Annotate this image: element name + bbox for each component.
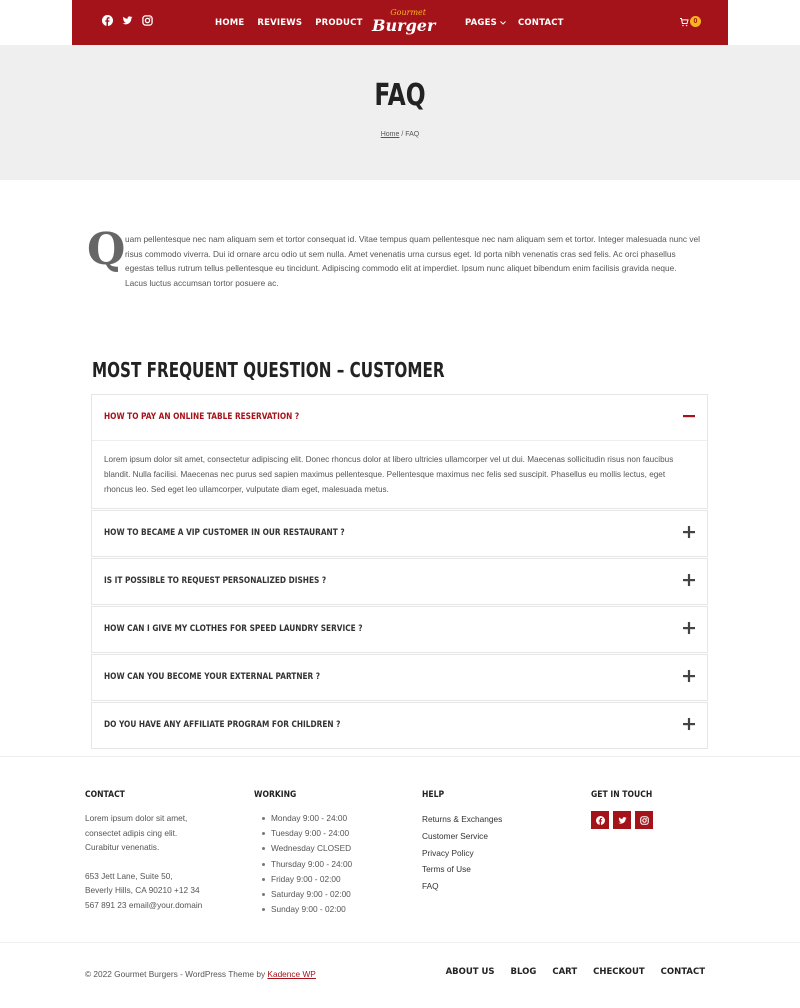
faq-accordion [91,394,708,749]
opening-hours-list [254,811,352,917]
logo-script-burger: Burger [372,16,436,35]
faq-question: DO YOU HAVE ANY AFFILIATE PROGRAM FOR CHILDREN ? [104,720,341,730]
nav-contact[interactable]: CONTACT [517,17,564,28]
nav-home[interactable]: HOME [215,17,245,28]
faq-question: HOW CAN I GIVE MY CLOTHES FOR SPEED LAUNDRY SERVICE ? [104,624,363,634]
footer-contact-line: Lorem ipsum dolor sit amet, [85,813,188,823]
footer-help-column [422,790,502,895]
footer-address-line: Beverly Hills, CA 90210 +12 34 [85,885,200,895]
footer-address-line: 653 Jett Lane, Suite 50, [85,870,173,881]
nav-reviews[interactable]: REVIEWS [257,17,303,28]
footer-contact-line: consectet adipis cing elit. [85,827,178,838]
plus-icon[interactable] [683,718,695,730]
faq-item [91,606,708,653]
twitter-icon [618,816,627,825]
footer-address-line: 567 891 23 email@your.domain [85,899,203,910]
plus-icon[interactable] [683,670,695,682]
faq-question-header[interactable] [92,559,707,604]
site-logo[interactable] [370,6,436,40]
hours-item: Thursday 9:00 - 24:00 [262,857,352,872]
hours-item: Wednesday CLOSED [262,841,352,856]
footer-nav-contact[interactable]: CONTACT [660,967,705,977]
header-social-links [102,15,153,26]
help-link-terms[interactable]: Terms of Use [422,864,471,875]
footer-contact-line: Curabitur venenatis. [85,842,160,852]
footer-working-column [254,790,352,917]
chevron-down-icon [500,21,506,25]
faq-question-header[interactable] [92,655,707,700]
hours-item: Sunday 9:00 - 02:00 [262,902,352,917]
plus-icon[interactable] [683,622,695,634]
faq-answer: Lorem ipsum dolor sit amet, consectetur adipiscing elit. Donec rhoncus dolor at libero ultricies ullamcorper vel ut dui. Maecenas sollicitudin risus non faucibus blandit. Nulla facilisi. Maecenas nec purus sed sapien maximus pellentesque. Pellentesque maximus nec felis sed suscipit. Phasellus eu mollis lectus, eget rhoncus leo. Sed eget leo ullamcorper, vulputate diam eget, malesuada metus. [92,440,707,508]
minus-icon[interactable] [683,410,695,422]
footer-nav-checkout[interactable]: CHECKOUT [593,967,645,977]
faq-item [91,654,708,701]
intro-dropcap: Q [87,224,126,275]
faq-question: IS IT POSSIBLE TO REQUEST PERSONALIZED DISHES ? [104,576,327,586]
faq-item [91,394,708,509]
site-header [72,0,728,45]
hours-item: Saturday 9:00 - 02:00 [262,887,352,902]
instagram-icon [640,816,649,825]
nav-pages[interactable] [465,18,506,28]
bottom-bar-divider [0,942,800,943]
footer-social-links [591,811,663,829]
faq-question: HOW CAN YOU BECOME YOUR EXTERNAL PARTNER ? [104,672,321,682]
faq-question-header[interactable] [92,395,707,440]
footer-working-title: WORKING [254,790,297,800]
copyright-text [85,969,316,979]
footer-facebook-button[interactable] [591,811,609,829]
faq-item [91,558,708,605]
footer-divider [0,756,800,757]
faq-item [91,510,708,557]
breadcrumb [0,131,800,138]
page-hero [0,45,800,180]
faq-question-header[interactable] [92,511,707,556]
plus-icon[interactable] [683,526,695,538]
help-link-faq[interactable]: FAQ [422,881,439,892]
hours-item: Friday 9:00 - 02:00 [262,872,352,887]
faq-question: HOW TO PAY AN ONLINE TABLE RESERVATION ? [104,412,300,422]
footer-twitter-button[interactable] [613,811,631,829]
footer-nav [446,967,705,977]
main-nav-right [465,0,564,45]
footer-instagram-button[interactable] [635,811,653,829]
footer-touch-column [591,790,663,829]
kadence-link[interactable]: Kadence WP [267,969,316,979]
hours-item: Tuesday 9:00 - 24:00 [262,826,352,841]
help-link-returns[interactable]: Returns & Exchanges [422,814,503,824]
footer-contact-column [85,790,202,912]
faq-item [91,702,708,749]
intro-paragraph: uam pellentesque nec nam aliquam sem et tortor consequat id. Vitae tempus quam pellentesque nec nam aliquam sem et tortor. Integer malesuada nunc vel risus commodo viverra. Dui id ornare arcu odio ut sem nulla. Amet venenatis urna cursus eget. Id porta nibh venenatis cras sed felis. Ac orci phasellus egestas tellus rutrum tellus pellentesque eu tincidunt. Adipiscing commodo elit at imperdiet. Ipsum nunc aliquet bibendum enim facilisis gravida neque. Lacus luctus accumsan tortor posuere ac. [125,234,700,288]
logo-script-gourmet: Gourmet [390,8,426,17]
help-link-privacy[interactable]: Privacy Policy [422,847,474,858]
footer-nav-blog[interactable]: BLOG [510,967,537,977]
cart-icon [679,17,689,27]
hours-item: Monday 9:00 - 24:00 [262,811,352,826]
nav-pages-label: PAGES [465,17,497,28]
plus-icon[interactable] [683,574,695,586]
breadcrumb-separator: / [399,131,406,138]
nav-product[interactable]: PRODUCT [315,17,363,28]
cart-count-badge: 0 [690,16,701,27]
facebook-icon [596,816,605,825]
footer-touch-title: GET IN TOUCH [591,790,653,800]
breadcrumb-current: FAQ [405,131,420,138]
footer-nav-about[interactable]: ABOUT US [445,967,495,977]
help-link-customer-service[interactable]: Customer Service [422,830,488,841]
faq-question-header[interactable] [92,703,707,748]
faq-question-header[interactable] [92,607,707,652]
page-title: FAQ [374,78,426,113]
faq-section-title: MOST FREQUENT QUESTION – CUSTOMER [92,358,445,382]
footer-help-title: HELP [422,790,445,800]
instagram-icon[interactable] [142,15,153,26]
twitter-icon[interactable] [122,15,133,26]
facebook-icon[interactable] [102,15,113,26]
faq-question: HOW TO BECAME A VIP CUSTOMER IN OUR RESTAURANT ? [104,528,345,538]
breadcrumb-home-link[interactable]: Home [380,131,400,138]
main-nav-left [215,0,363,45]
footer-nav-cart[interactable]: CART [552,967,578,977]
footer-contact-title: CONTACT [85,790,125,800]
cart-button[interactable] [679,15,703,29]
copyright-prefix: © 2022 Gourmet Burgers - WordPress Theme by [85,969,268,979]
